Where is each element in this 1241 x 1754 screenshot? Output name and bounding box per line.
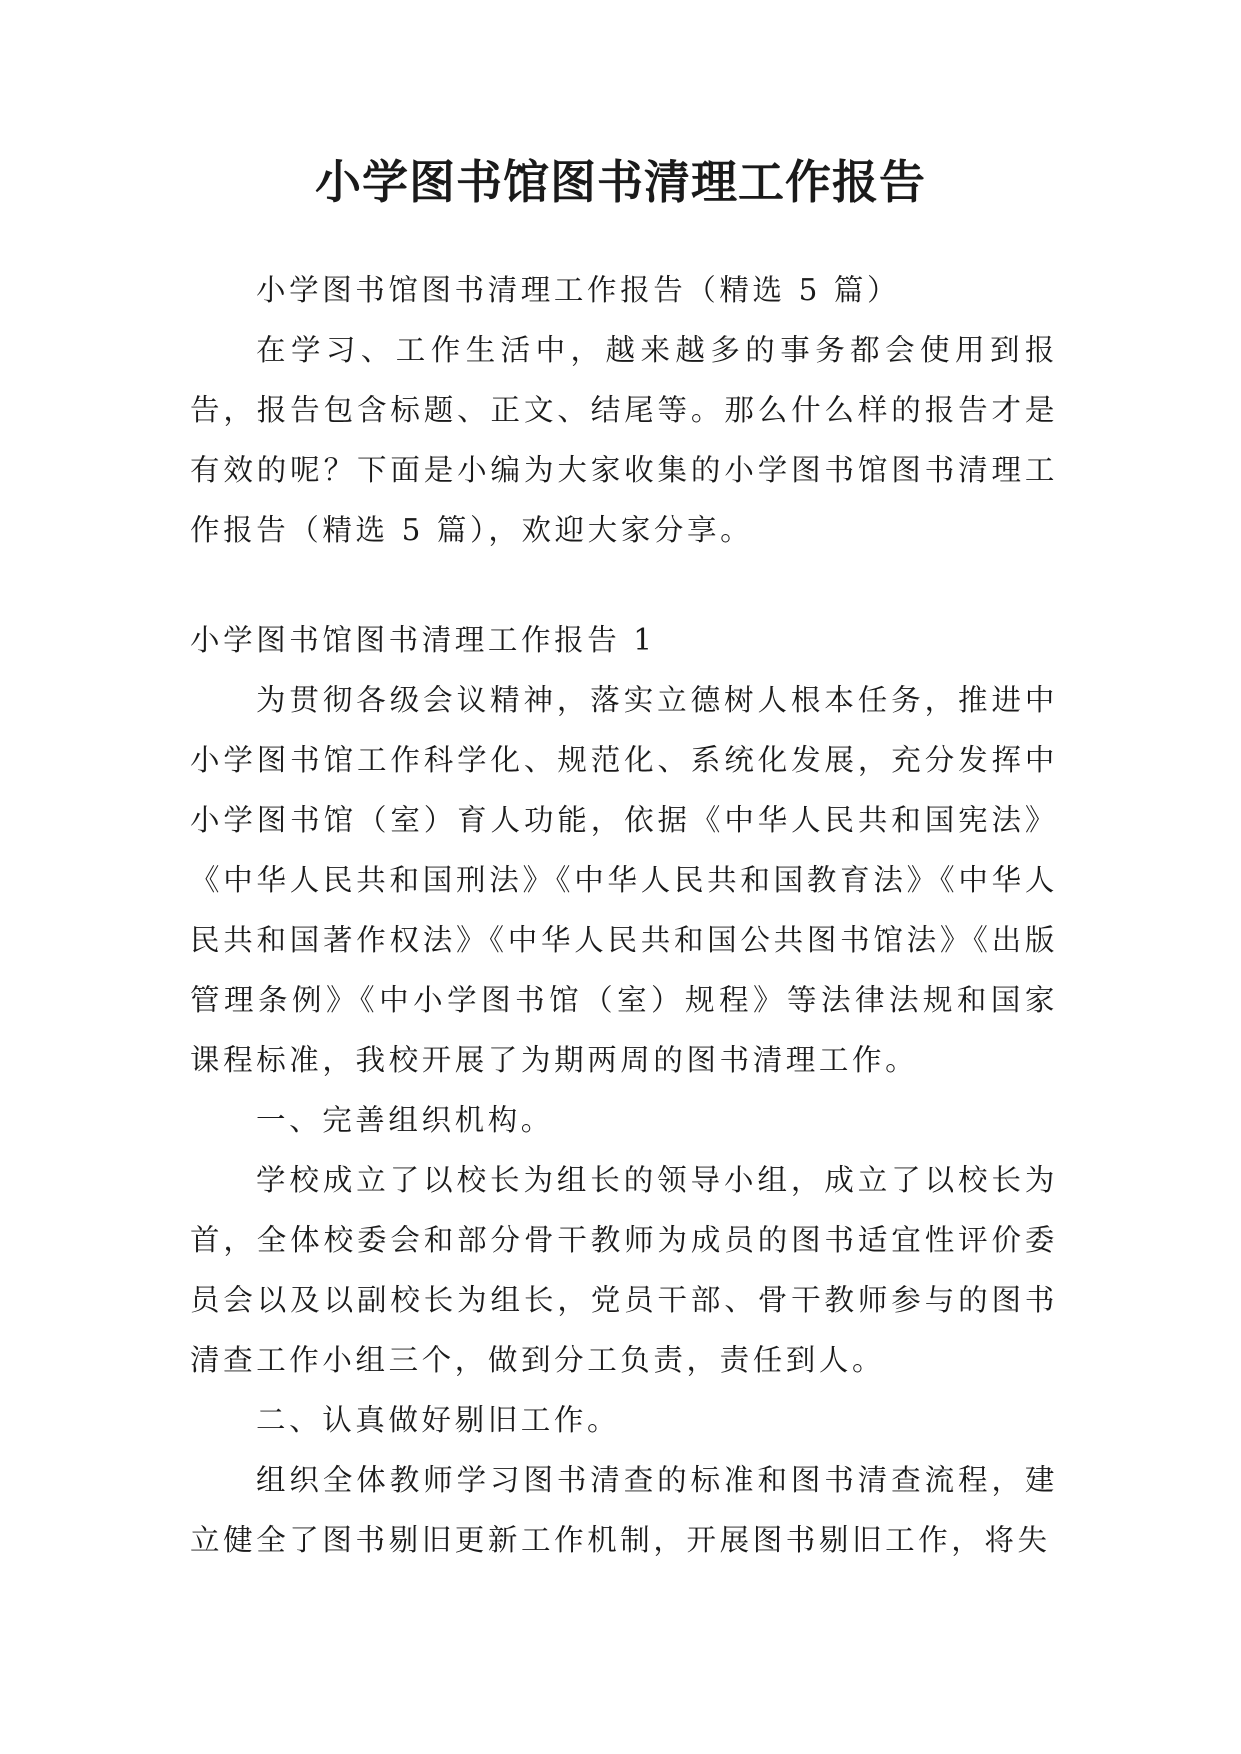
intro-paragraph: 在学习、工作生活中，越来越多的事务都会使用到报告，报告包含标题、正文、结尾等。那么什么样的报告才是有效的呢？下面是小编为大家收集的小学图书馆图书清理工作报告（精选 5 篇），欢迎大家分享。 (190, 333, 1058, 547)
body-paragraph: 为贯彻各级会议精神，落实立德树人根本任务，推进中小学图书馆工作科学化、规范化、系统化发展，充分发挥中小学图书馆（室）育人功能，依据《中华人民共和国宪法》《中华人民共和国刑法》《中华人民共和国教育法》《中华人民共和国著作权法》《中华人民共和国公共图书馆法》《出版管理条例》《中小学图书馆（室）规程》等法律法规和国家课程标准，我校开展了为期两周的图书清理工作。 (190, 683, 1058, 1077)
item-heading: 二、认真做好剔旧工作。 (256, 1403, 621, 1437)
document-subtitle: 小学图书馆图书清理工作报告（精选 5 篇） (256, 273, 901, 307)
body-paragraph: 学校成立了以校长为组长的领导小组，成立了以校长为首，全体校委会和部分骨干教师为成员的图书适宜性评价委员会以及以副校长为组长，党员干部、骨干教师参与的图书清查工作小组三个，做到分工负责，责任到人。 (190, 1163, 1058, 1377)
document-body (190, 260, 1058, 1570)
section-spacer (190, 560, 1058, 610)
document-title: 小学图书馆图书清理工作报告 (315, 155, 926, 209)
body-paragraph: 组织全体教师学习图书清查的标准和图书清查流程，建立健全了图书剔旧更新工作机制，开展图书剔旧工作，将失 (190, 1463, 1058, 1557)
section-heading: 小学图书馆图书清理工作报告 1 (190, 623, 656, 657)
item-heading: 一、完善组织机构。 (256, 1103, 554, 1137)
